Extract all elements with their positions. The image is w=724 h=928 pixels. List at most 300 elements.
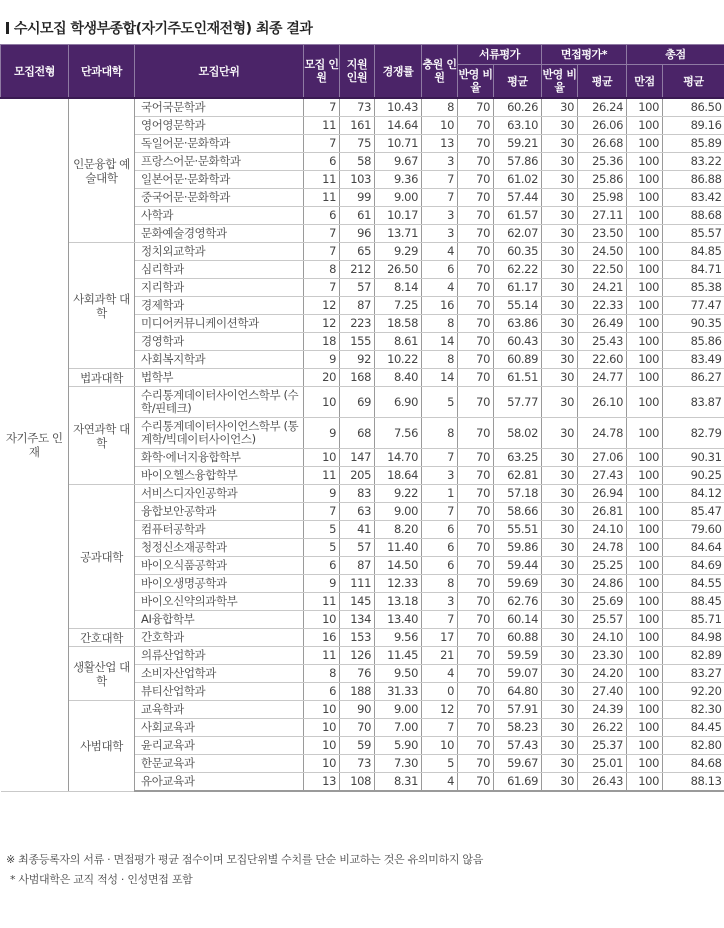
quota-cell: 12 [304, 315, 340, 333]
page-title-text: 수시모집 학생부종합(자기주도인재전형) 최종 결과 [14, 21, 313, 37]
int-avg-cell: 26.81 [578, 503, 627, 521]
ratio-cell: 9.22 [375, 485, 422, 503]
doc-avg-cell: 57.43 [494, 737, 542, 755]
doc-weight-cell: 70 [458, 611, 494, 629]
ratio-cell: 8.40 [375, 369, 422, 387]
doc-weight-cell: 70 [458, 98, 494, 117]
int-weight-cell: 30 [542, 719, 578, 737]
header-quota: 모집 인원 [304, 45, 340, 99]
total-avg-cell: 85.57 [663, 225, 724, 243]
extra-cell: 5 [422, 755, 458, 773]
doc-weight-cell: 70 [458, 279, 494, 297]
extra-cell: 6 [422, 261, 458, 279]
total-max-cell: 100 [627, 485, 663, 503]
total-avg-cell: 82.79 [663, 418, 724, 449]
total-max-cell: 100 [627, 521, 663, 539]
ratio-cell: 8.14 [375, 279, 422, 297]
int-avg-cell: 27.06 [578, 449, 627, 467]
unit-cell: 지리학과 [135, 279, 304, 297]
applicants-cell: 134 [340, 611, 375, 629]
college-cell: 사회과학 대학 [69, 243, 135, 369]
ratio-cell: 12.33 [375, 575, 422, 593]
doc-avg-cell: 60.35 [494, 243, 542, 261]
unit-cell: 컴퓨터공학과 [135, 521, 304, 539]
applicants-cell: 103 [340, 171, 375, 189]
unit-cell: 한문교육과 [135, 755, 304, 773]
doc-avg-cell: 60.88 [494, 629, 542, 647]
unit-cell: 바이오헬스융합학부 [135, 467, 304, 485]
int-weight-cell: 30 [542, 297, 578, 315]
int-avg-cell: 26.43 [578, 773, 627, 792]
int-avg-cell: 25.36 [578, 153, 627, 171]
int-avg-cell: 23.30 [578, 647, 627, 665]
extra-cell: 4 [422, 665, 458, 683]
int-avg-cell: 26.68 [578, 135, 627, 153]
unit-cell: 바이오생명공학과 [135, 575, 304, 593]
doc-avg-cell: 63.10 [494, 117, 542, 135]
int-avg-cell: 26.10 [578, 387, 627, 418]
doc-weight-cell: 70 [458, 755, 494, 773]
total-avg-cell: 83.42 [663, 189, 724, 207]
quota-cell: 6 [304, 557, 340, 575]
college-cell: 사범대학 [69, 701, 135, 792]
ratio-cell: 11.40 [375, 539, 422, 557]
quota-cell: 7 [304, 135, 340, 153]
applicants-cell: 145 [340, 593, 375, 611]
int-weight-cell: 30 [542, 629, 578, 647]
int-avg-cell: 23.50 [578, 225, 627, 243]
int-weight-cell: 30 [542, 207, 578, 225]
int-avg-cell: 25.86 [578, 171, 627, 189]
total-avg-cell: 77.47 [663, 297, 724, 315]
int-weight-cell: 30 [542, 503, 578, 521]
int-weight-cell: 30 [542, 449, 578, 467]
doc-weight-cell: 70 [458, 701, 494, 719]
header-extra: 충원 인원 [422, 45, 458, 99]
int-weight-cell: 30 [542, 755, 578, 773]
total-avg-cell: 83.27 [663, 665, 724, 683]
ratio-cell: 10.17 [375, 207, 422, 225]
total-max-cell: 100 [627, 351, 663, 369]
extra-cell: 8 [422, 575, 458, 593]
total-avg-cell: 84.98 [663, 629, 724, 647]
applicants-cell: 155 [340, 333, 375, 351]
total-avg-cell: 90.35 [663, 315, 724, 333]
int-avg-cell: 22.50 [578, 261, 627, 279]
int-weight-cell: 30 [542, 611, 578, 629]
extra-cell: 13 [422, 135, 458, 153]
header-interview-group: 면접평가* [542, 45, 627, 65]
total-avg-cell: 84.69 [663, 557, 724, 575]
total-avg-cell: 82.80 [663, 737, 724, 755]
ratio-cell: 14.50 [375, 557, 422, 575]
unit-cell: 뷰티산업학과 [135, 683, 304, 701]
int-avg-cell: 25.57 [578, 611, 627, 629]
quota-cell: 7 [304, 503, 340, 521]
doc-weight-cell: 70 [458, 369, 494, 387]
quota-cell: 7 [304, 98, 340, 117]
int-avg-cell: 27.43 [578, 467, 627, 485]
applicants-cell: 126 [340, 647, 375, 665]
int-weight-cell: 30 [542, 773, 578, 792]
quota-cell: 10 [304, 719, 340, 737]
ratio-cell: 9.56 [375, 629, 422, 647]
int-weight-cell: 30 [542, 557, 578, 575]
int-weight-cell: 30 [542, 315, 578, 333]
ratio-cell: 11.45 [375, 647, 422, 665]
ratio-cell: 7.30 [375, 755, 422, 773]
quota-cell: 10 [304, 755, 340, 773]
total-avg-cell: 84.64 [663, 539, 724, 557]
total-max-cell: 100 [627, 98, 663, 117]
college-cell: 공과대학 [69, 485, 135, 629]
unit-cell: 바이오식품공학과 [135, 557, 304, 575]
doc-avg-cell: 62.07 [494, 225, 542, 243]
applicants-cell: 61 [340, 207, 375, 225]
total-avg-cell: 90.31 [663, 449, 724, 467]
doc-avg-cell: 62.81 [494, 467, 542, 485]
quota-cell: 5 [304, 539, 340, 557]
table-row [1, 369, 724, 387]
unit-cell: AI융합학부 [135, 611, 304, 629]
applicants-cell: 96 [340, 225, 375, 243]
doc-avg-cell: 59.69 [494, 575, 542, 593]
applicants-cell: 59 [340, 737, 375, 755]
ratio-cell: 10.43 [375, 98, 422, 117]
quota-cell: 13 [304, 773, 340, 792]
applicants-cell: 58 [340, 153, 375, 171]
doc-avg-cell: 59.07 [494, 665, 542, 683]
unit-cell: 프랑스어문·문화학과 [135, 153, 304, 171]
header-int-weight: 반영 비율 [542, 65, 578, 99]
unit-cell: 화학·에너지융합학부 [135, 449, 304, 467]
int-weight-cell: 30 [542, 117, 578, 135]
doc-avg-cell: 62.22 [494, 261, 542, 279]
int-avg-cell: 26.22 [578, 719, 627, 737]
total-max-cell: 100 [627, 171, 663, 189]
extra-cell: 10 [422, 117, 458, 135]
doc-weight-cell: 70 [458, 719, 494, 737]
unit-cell: 융합보안공학과 [135, 503, 304, 521]
ratio-cell: 7.56 [375, 418, 422, 449]
int-avg-cell: 25.37 [578, 737, 627, 755]
ratio-cell: 9.67 [375, 153, 422, 171]
extra-cell: 17 [422, 629, 458, 647]
ratio-cell: 5.90 [375, 737, 422, 755]
applicants-cell: 63 [340, 503, 375, 521]
int-avg-cell: 26.49 [578, 315, 627, 333]
doc-avg-cell: 57.91 [494, 701, 542, 719]
total-avg-cell: 85.47 [663, 503, 724, 521]
int-weight-cell: 30 [542, 153, 578, 171]
applicants-cell: 223 [340, 315, 375, 333]
applicants-cell: 70 [340, 719, 375, 737]
int-weight-cell: 30 [542, 171, 578, 189]
total-avg-cell: 85.38 [663, 279, 724, 297]
ratio-cell: 10.22 [375, 351, 422, 369]
unit-cell: 간호학과 [135, 629, 304, 647]
unit-cell: 사회교육과 [135, 719, 304, 737]
int-avg-cell: 26.94 [578, 485, 627, 503]
applicants-cell: 153 [340, 629, 375, 647]
int-avg-cell: 24.50 [578, 243, 627, 261]
quota-cell: 9 [304, 351, 340, 369]
ratio-cell: 7.00 [375, 719, 422, 737]
int-weight-cell: 30 [542, 647, 578, 665]
extra-cell: 7 [422, 449, 458, 467]
total-max-cell: 100 [627, 773, 663, 792]
unit-cell: 청정신소재공학과 [135, 539, 304, 557]
doc-avg-cell: 63.25 [494, 449, 542, 467]
ratio-cell: 9.00 [375, 503, 422, 521]
quota-cell: 11 [304, 189, 340, 207]
extra-cell: 21 [422, 647, 458, 665]
quota-cell: 10 [304, 449, 340, 467]
int-weight-cell: 30 [542, 279, 578, 297]
applicants-cell: 212 [340, 261, 375, 279]
header-total-group: 총점 [627, 45, 724, 65]
doc-avg-cell: 59.67 [494, 755, 542, 773]
doc-weight-cell: 70 [458, 467, 494, 485]
doc-weight-cell: 70 [458, 387, 494, 418]
int-avg-cell: 24.86 [578, 575, 627, 593]
total-max-cell: 100 [627, 647, 663, 665]
int-weight-cell: 30 [542, 593, 578, 611]
doc-weight-cell: 70 [458, 189, 494, 207]
total-avg-cell: 83.22 [663, 153, 724, 171]
ratio-cell: 13.18 [375, 593, 422, 611]
doc-weight-cell: 70 [458, 521, 494, 539]
unit-cell: 정치외교학과 [135, 243, 304, 261]
int-avg-cell: 26.24 [578, 98, 627, 117]
doc-avg-cell: 57.44 [494, 189, 542, 207]
extra-cell: 14 [422, 369, 458, 387]
doc-avg-cell: 59.21 [494, 135, 542, 153]
ratio-cell: 9.50 [375, 665, 422, 683]
total-max-cell: 100 [627, 189, 663, 207]
doc-avg-cell: 60.89 [494, 351, 542, 369]
total-avg-cell: 84.55 [663, 575, 724, 593]
unit-cell: 미디어커뮤니케이션학과 [135, 315, 304, 333]
total-max-cell: 100 [627, 369, 663, 387]
ratio-cell: 14.64 [375, 117, 422, 135]
extra-cell: 5 [422, 387, 458, 418]
doc-avg-cell: 55.51 [494, 521, 542, 539]
int-avg-cell: 25.43 [578, 333, 627, 351]
quota-cell: 8 [304, 261, 340, 279]
college-cell: 생활산업 대학 [69, 647, 135, 701]
results-body [1, 98, 724, 791]
int-avg-cell: 25.98 [578, 189, 627, 207]
ratio-cell: 9.29 [375, 243, 422, 261]
header-doc-weight: 반영 비율 [458, 65, 494, 99]
extra-cell: 4 [422, 243, 458, 261]
total-avg-cell: 88.13 [663, 773, 724, 792]
ratio-cell: 18.58 [375, 315, 422, 333]
total-avg-cell: 92.20 [663, 683, 724, 701]
doc-weight-cell: 70 [458, 117, 494, 135]
header-unit: 모집단위 [135, 45, 304, 99]
int-weight-cell: 30 [542, 98, 578, 117]
quota-cell: 12 [304, 297, 340, 315]
extra-cell: 4 [422, 773, 458, 792]
total-avg-cell: 90.25 [663, 467, 724, 485]
total-avg-cell: 88.68 [663, 207, 724, 225]
applicants-cell: 111 [340, 575, 375, 593]
results-table [0, 44, 724, 792]
int-weight-cell: 30 [542, 135, 578, 153]
table-row [1, 485, 724, 503]
quota-cell: 10 [304, 387, 340, 418]
int-weight-cell: 30 [542, 521, 578, 539]
unit-cell: 바이오신약의과학부 [135, 593, 304, 611]
applicants-cell: 41 [340, 521, 375, 539]
extra-cell: 8 [422, 98, 458, 117]
total-avg-cell: 84.71 [663, 261, 724, 279]
int-avg-cell: 26.06 [578, 117, 627, 135]
int-avg-cell: 24.39 [578, 701, 627, 719]
total-max-cell: 100 [627, 701, 663, 719]
doc-avg-cell: 57.77 [494, 387, 542, 418]
extra-cell: 16 [422, 297, 458, 315]
quota-cell: 9 [304, 485, 340, 503]
total-avg-cell: 82.89 [663, 647, 724, 665]
unit-cell: 수리통계데이터사이언스학부 (통계학/빅데이터사이언스) [135, 418, 304, 449]
header-doc-avg: 평균 [494, 65, 542, 99]
applicants-cell: 65 [340, 243, 375, 261]
applicants-cell: 57 [340, 279, 375, 297]
applicants-cell: 90 [340, 701, 375, 719]
total-avg-cell: 84.45 [663, 719, 724, 737]
total-max-cell: 100 [627, 261, 663, 279]
doc-weight-cell: 70 [458, 773, 494, 792]
int-weight-cell: 30 [542, 225, 578, 243]
ratio-cell: 8.61 [375, 333, 422, 351]
int-weight-cell: 30 [542, 701, 578, 719]
applicants-cell: 87 [340, 297, 375, 315]
total-max-cell: 100 [627, 557, 663, 575]
doc-avg-cell: 61.57 [494, 207, 542, 225]
doc-avg-cell: 61.02 [494, 171, 542, 189]
int-avg-cell: 24.77 [578, 369, 627, 387]
int-weight-cell: 30 [542, 387, 578, 418]
quota-cell: 9 [304, 575, 340, 593]
quota-cell: 11 [304, 467, 340, 485]
table-row [1, 629, 724, 647]
quota-cell: 10 [304, 737, 340, 755]
header-type: 모집전형 [1, 45, 69, 99]
header-ratio: 경쟁률 [375, 45, 422, 99]
unit-cell: 경영학과 [135, 333, 304, 351]
int-avg-cell: 24.78 [578, 418, 627, 449]
int-weight-cell: 30 [542, 333, 578, 351]
int-avg-cell: 24.20 [578, 665, 627, 683]
total-max-cell: 100 [627, 503, 663, 521]
int-avg-cell: 24.78 [578, 539, 627, 557]
ratio-cell: 8.20 [375, 521, 422, 539]
quota-cell: 11 [304, 593, 340, 611]
total-avg-cell: 85.89 [663, 135, 724, 153]
applicants-cell: 108 [340, 773, 375, 792]
total-max-cell: 100 [627, 683, 663, 701]
ratio-cell: 13.71 [375, 225, 422, 243]
doc-avg-cell: 61.51 [494, 369, 542, 387]
header-applicants: 지원 인원 [340, 45, 375, 99]
quota-cell: 20 [304, 369, 340, 387]
quota-cell: 6 [304, 683, 340, 701]
ratio-cell: 7.25 [375, 297, 422, 315]
int-avg-cell: 25.69 [578, 593, 627, 611]
total-max-cell: 100 [627, 225, 663, 243]
int-weight-cell: 30 [542, 467, 578, 485]
total-avg-cell: 84.68 [663, 755, 724, 773]
extra-cell: 7 [422, 503, 458, 521]
doc-weight-cell: 70 [458, 297, 494, 315]
page-title [6, 18, 312, 38]
unit-cell: 서비스디자인공학과 [135, 485, 304, 503]
int-weight-cell: 30 [542, 683, 578, 701]
doc-weight-cell: 70 [458, 557, 494, 575]
ratio-cell: 9.00 [375, 189, 422, 207]
int-weight-cell: 30 [542, 539, 578, 557]
total-max-cell: 100 [627, 387, 663, 418]
ratio-cell: 13.40 [375, 611, 422, 629]
applicants-cell: 87 [340, 557, 375, 575]
doc-weight-cell: 70 [458, 683, 494, 701]
total-avg-cell: 88.45 [663, 593, 724, 611]
extra-cell: 4 [422, 279, 458, 297]
header-total-max: 만점 [627, 65, 663, 99]
extra-cell: 7 [422, 611, 458, 629]
total-avg-cell: 86.88 [663, 171, 724, 189]
quota-cell: 10 [304, 611, 340, 629]
doc-weight-cell: 70 [458, 171, 494, 189]
total-max-cell: 100 [627, 333, 663, 351]
doc-weight-cell: 70 [458, 135, 494, 153]
quota-cell: 11 [304, 647, 340, 665]
quota-cell: 5 [304, 521, 340, 539]
extra-cell: 8 [422, 418, 458, 449]
int-avg-cell: 22.33 [578, 297, 627, 315]
doc-weight-cell: 70 [458, 503, 494, 521]
total-max-cell: 100 [627, 467, 663, 485]
doc-weight-cell: 70 [458, 418, 494, 449]
extra-cell: 12 [422, 701, 458, 719]
int-weight-cell: 30 [542, 243, 578, 261]
ratio-cell: 26.50 [375, 261, 422, 279]
doc-weight-cell: 70 [458, 261, 494, 279]
total-avg-cell: 85.86 [663, 333, 724, 351]
doc-avg-cell: 60.26 [494, 98, 542, 117]
quota-cell: 18 [304, 333, 340, 351]
extra-cell: 3 [422, 225, 458, 243]
footnote-general: ※ 최종등록자의 서류 · 면접평가 평균 점수이며 모집단위별 수치를 단순 비교하는 것은 유의미하지 않음 [6, 853, 484, 866]
unit-cell: 사회복지학과 [135, 351, 304, 369]
unit-cell: 교육학과 [135, 701, 304, 719]
doc-avg-cell: 64.80 [494, 683, 542, 701]
extra-cell: 7 [422, 719, 458, 737]
doc-weight-cell: 70 [458, 593, 494, 611]
applicants-cell: 68 [340, 418, 375, 449]
doc-weight-cell: 70 [458, 665, 494, 683]
unit-cell: 중국어문·문화학과 [135, 189, 304, 207]
int-avg-cell: 22.60 [578, 351, 627, 369]
total-max-cell: 100 [627, 629, 663, 647]
table-row [1, 98, 724, 117]
applicants-cell: 73 [340, 98, 375, 117]
total-max-cell: 100 [627, 135, 663, 153]
doc-avg-cell: 58.66 [494, 503, 542, 521]
